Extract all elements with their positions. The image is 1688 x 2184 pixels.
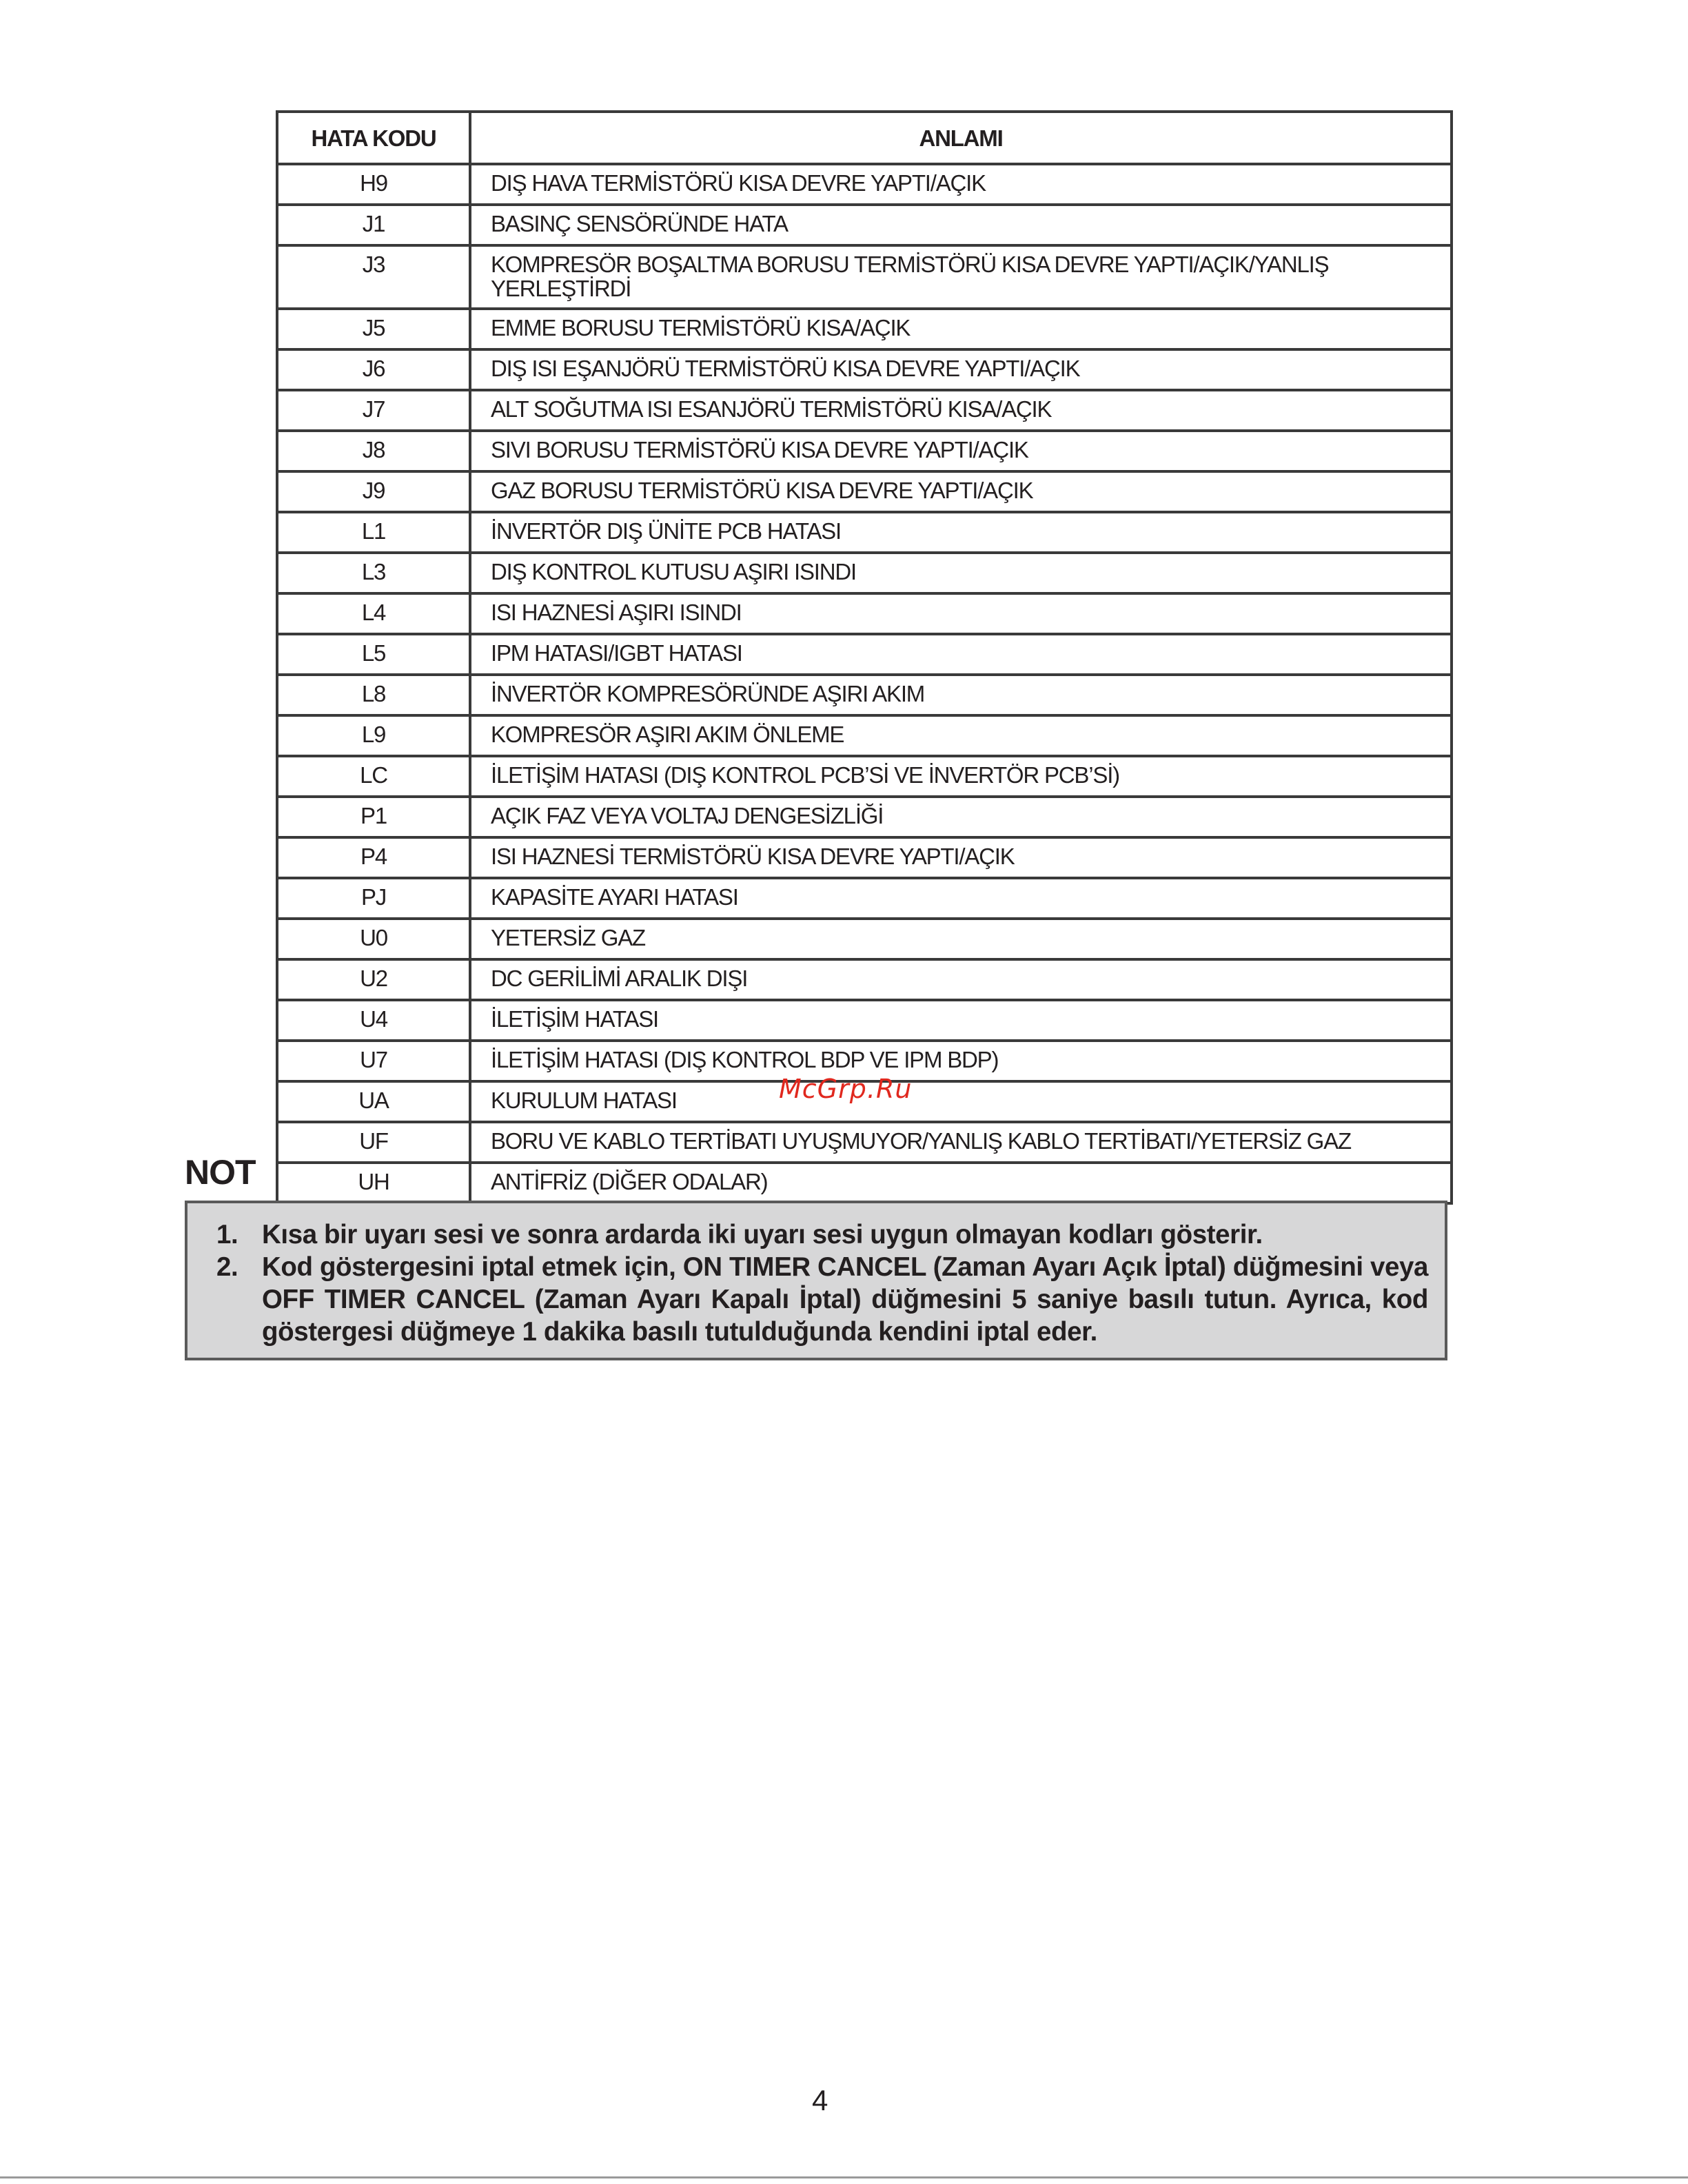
error-code: J5 [277, 309, 470, 349]
error-meaning: EMME BORUSU TERMİSTÖRÜ KISA/AÇIK [470, 309, 1452, 349]
table-row [277, 919, 1452, 959]
column-header-meaning: ANLAMI [470, 112, 1452, 164]
page-number: 4 [812, 2084, 828, 2116]
error-meaning: BORU VE KABLO TERTİBATI UYUŞMUYOR/YANLIŞ KABLO TERTİBATI/YETERSİZ GAZ [470, 1122, 1452, 1163]
error-code: J7 [277, 390, 470, 431]
table-row [277, 431, 1452, 471]
error-code: UH [277, 1163, 470, 1203]
table-row [277, 245, 1452, 309]
error-code: J1 [277, 205, 470, 245]
error-meaning: ISI HAZNESİ TERMİSTÖRÜ KISA DEVRE YAPTI/AÇIK [470, 837, 1452, 878]
note-heading: NOT [185, 1153, 256, 1192]
error-meaning: BASINÇ SENSÖRÜNDE HATA [470, 205, 1452, 245]
table-row [277, 675, 1452, 715]
error-meaning: DIŞ ISI EŞANJÖRÜ TERMİSTÖRÜ KISA DEVRE YAPTI/AÇIK [470, 349, 1452, 390]
error-code: L1 [277, 512, 470, 553]
error-meaning: İLETİŞİM HATASI (DIŞ KONTROL PCB’Sİ VE İNVERTÖR PCB’Sİ) [470, 756, 1452, 797]
table-row [277, 878, 1452, 919]
table-row [277, 959, 1452, 1000]
table-row [277, 837, 1452, 878]
note-item [203, 1218, 1428, 1251]
watermark: McGrp.Ru [779, 1074, 913, 1104]
table-row [277, 593, 1452, 634]
error-meaning: GAZ BORUSU TERMİSTÖRÜ KISA DEVRE YAPTI/AÇIK [470, 471, 1452, 512]
error-code: J6 [277, 349, 470, 390]
error-meaning: İNVERTÖR DIŞ ÜNİTE PCB HATASI [470, 512, 1452, 553]
error-meaning: DIŞ HAVA TERMİSTÖRÜ KISA DEVRE YAPTI/AÇIK [470, 164, 1452, 205]
error-codes-table [276, 110, 1453, 1205]
table-row [277, 164, 1452, 205]
error-meaning: ANTİFRİZ (DİĞER ODALAR) [470, 1163, 1452, 1203]
error-code: L9 [277, 715, 470, 756]
error-meaning: ISI HAZNESİ AŞIRI ISINDI [470, 593, 1452, 634]
note-box [185, 1201, 1447, 1360]
error-meaning: KAPASİTE AYARI HATASI [470, 878, 1452, 919]
table-row [277, 797, 1452, 837]
error-code: H9 [277, 164, 470, 205]
table-row [277, 1000, 1452, 1041]
error-meaning: KOMPRESÖR AŞIRI AKIM ÖNLEME [470, 715, 1452, 756]
error-code: J8 [277, 431, 470, 471]
error-code: L5 [277, 634, 470, 675]
error-meaning: ALT SOĞUTMA ISI ESANJÖRÜ TERMİSTÖRÜ KISA/AÇIK [470, 390, 1452, 431]
table-header-row [277, 112, 1452, 164]
error-code: P4 [277, 837, 470, 878]
error-code: U0 [277, 919, 470, 959]
error-meaning: IPM HATASI/IGBT HATASI [470, 634, 1452, 675]
error-meaning: KOMPRESÖR BOŞALTMA BORUSU TERMİSTÖRÜ KISA DEVRE YAPTI/AÇIK/YANLIŞ YERLEŞTİRDİ [470, 245, 1452, 309]
error-meaning: SIVI BORUSU TERMİSTÖRÜ KISA DEVRE YAPTI/AÇIK [470, 431, 1452, 471]
error-code: U2 [277, 959, 470, 1000]
table-row [277, 205, 1452, 245]
error-code: J3 [277, 245, 470, 309]
table-row [277, 715, 1452, 756]
error-code: L8 [277, 675, 470, 715]
error-meaning: DIŞ KONTROL KUTUSU AŞIRI ISINDI [470, 553, 1452, 593]
table-row [277, 553, 1452, 593]
table-row [277, 349, 1452, 390]
error-code: P1 [277, 797, 470, 837]
error-meaning: KURULUM HATASI [470, 1081, 1452, 1122]
error-meaning: İLETİŞİM HATASI (DIŞ KONTROL BDP VE IPM BDP) [470, 1041, 1452, 1081]
bottom-divider [0, 2176, 1688, 2178]
table-row [277, 390, 1452, 431]
error-code: U7 [277, 1041, 470, 1081]
error-meaning: DC GERİLİMİ ARALIK DIŞI [470, 959, 1452, 1000]
error-code: J9 [277, 471, 470, 512]
error-meaning: İLETİŞİM HATASI [470, 1000, 1452, 1041]
table-row [277, 1163, 1452, 1203]
error-code: UF [277, 1122, 470, 1163]
error-code: U4 [277, 1000, 470, 1041]
error-code: L4 [277, 593, 470, 634]
table-row [277, 756, 1452, 797]
table-row [277, 634, 1452, 675]
note-text: Kısa bir uyarı sesi ve sonra ardarda iki uyarı sesi uygun olmayan kodları gösterir. [262, 1220, 1263, 1249]
error-code: LC [277, 756, 470, 797]
error-code: UA [277, 1081, 470, 1122]
error-meaning: AÇIK FAZ VEYA VOLTAJ DENGESİZLİĞİ [470, 797, 1452, 837]
table-row [277, 309, 1452, 349]
column-header-code: HATA KODU [277, 112, 470, 164]
error-meaning: YETERSİZ GAZ [470, 919, 1452, 959]
table-row [277, 512, 1452, 553]
note-text: Kod göstergesini iptal etmek için, ON TIMER CANCEL (Zaman Ayarı Açık İptal) düğmesini veya OFF TIMER CANCEL (Zaman Ayarı Kapalı İptal) düğmesini 5 saniye basılı tutun. Ayrıca, kod göstergesi düğmeye 1 dakika basılı tutulduğunda kendini iptal eder. [262, 1252, 1428, 1347]
table-row [277, 1122, 1452, 1163]
note-number: 2. [216, 1252, 238, 1282]
error-code: PJ [277, 878, 470, 919]
error-meaning: İNVERTÖR KOMPRESÖRÜNDE AŞIRI AKIM [470, 675, 1452, 715]
note-number: 1. [216, 1220, 238, 1249]
table-row [277, 471, 1452, 512]
note-item [203, 1251, 1428, 1348]
error-code: L3 [277, 553, 470, 593]
